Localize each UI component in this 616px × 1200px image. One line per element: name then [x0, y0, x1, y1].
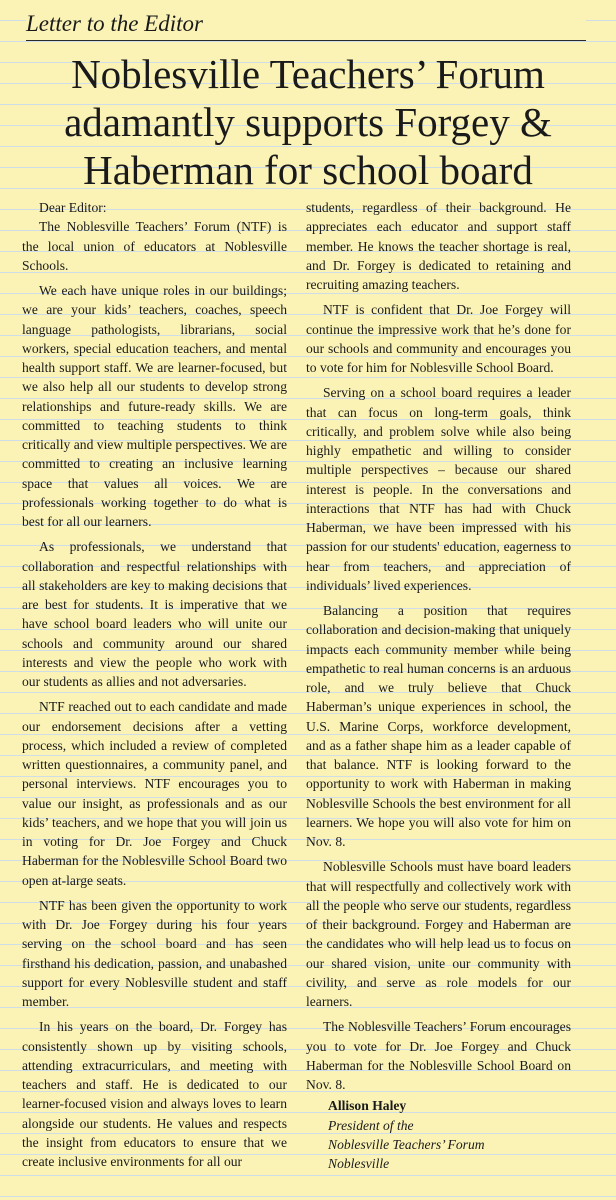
paragraph: Serving on a school board requires a leader that can focus on long-term goals, think critically, and problem solve while also being highly empathetic and willing to consider multiple perspectives – because our shared interest is people. In the conversations and interactions that NTF has had with Chuck Haberman, we have been impressed with his passion for our students' education, eagerness to hear from teachers, and appreciation of individuals’ lived experiences.	[306, 385, 571, 593]
signature-block	[328, 1096, 571, 1173]
paragraph: As professionals, we understand that collaboration and respectful relationships with all stakeholders are key to making decisions that are best for students. It is imperative that we have school board leaders who will unite our schools and community around our shared interests and view the people who work with our students as allies and not adversaries.	[22, 539, 287, 689]
signature-title-1: President of the	[328, 1117, 414, 1133]
headline: Noblesville Teachers’ Forum adamantly supports Forgey & Haberman for school board	[64, 51, 552, 193]
article-column-right	[306, 198, 571, 1173]
paragraph: The Noblesville Teachers’ Forum (NTF) is the local union of educators at Noblesville Schools.	[22, 219, 287, 273]
paragraph: NTF reached out to each candidate and made our endorsement decisions after a vetting process, which included a review of completed written questionnaires, a community panel, and personal interviews. NTF encourages you to value our insight, as professionals and as our kids’ teachers, and we hope that you will join us in voting for Dr. Joe Forgey and Chuck Haberman for the Noblesville School Board two open at-large seats.	[22, 699, 287, 888]
paragraph: students, regardless of their background. He appreciates each educator and support staff member. He knows the teacher shortage is real, and Dr. Forgey is dedicated to retaining and recruiting amazing teachers.	[306, 200, 571, 292]
paragraph: Balancing a position that requires collaboration and decision-making that uniquely impacts each community member while being empathetic to real human concerns is an arduous role, and we truly believe that Chuck Haberman’s unique experiences in school, the U.S. Marine Corps, workforce development, and as a father shape him as a leader capable of that balance. NTF is looking forward to the opportunity to work with Haberman in making Noblesville Schools the best environment for all learners. We hope you will also vote for him on Nov. 8.	[306, 603, 571, 849]
signature-name: Allison Haley	[328, 1098, 407, 1114]
article-column-left	[22, 198, 287, 1171]
signature-title-2: Noblesville Teachers’ Forum	[328, 1136, 485, 1152]
paragraph: NTF is confident that Dr. Joe Forgey will continue the impressive work that he’s done for our schools and community and encourages you to vote for him for Noblesville School Board.	[306, 302, 571, 375]
salutation: Dear Editor:	[39, 200, 107, 215]
paragraph: In his years on the board, Dr. Forgey has consistently shown up by visiting schools, attending extracurriculars, and meeting with teachers and staff. He is dedicated to our learner-focused vision and always loves to learn alongside our students. He values and respects the insight from educators to ensure that we create inclusive environments for all our	[22, 1019, 287, 1169]
signature-location: Noblesville	[328, 1156, 390, 1171]
section-kicker: Letter to the Editor	[26, 10, 586, 41]
paragraph: NTF has been given the opportunity to work with Dr. Joe Forgey during his four years serving on the school board and has seen firsthand his dedication, passion, and unabashed support for every Noblesville student and staff member.	[22, 897, 287, 1009]
paragraph: Noblesville Schools must have board leaders that will respectfully and collectively work with all the people who serve our students, regardless of their background. Forgey and Haberman are the candidates who will help lead us to focus on our shared vision, unite our community with civility, and serve as role models for our learners.	[306, 859, 571, 1009]
paragraph: The Noblesville Teachers’ Forum encourages you to vote for Dr. Joe Forgey and Chuck Haberman for the Noblesville School Board on Nov. 8.	[306, 1019, 571, 1092]
paragraph: We each have unique roles in our buildings; we are your kids’ teachers, coaches, speech language pathologists, librarians, social workers, special education teachers, and mental health support staff. We are learner-focused, but we also help all our students to develop strong relationships and future-ready skills. We are committed to teaching students to think critically and view multiple perspectives. We are committed to creating an inclusive learning space that values all voices. We are professionals working together to do what is best for all our learners.	[22, 283, 287, 529]
